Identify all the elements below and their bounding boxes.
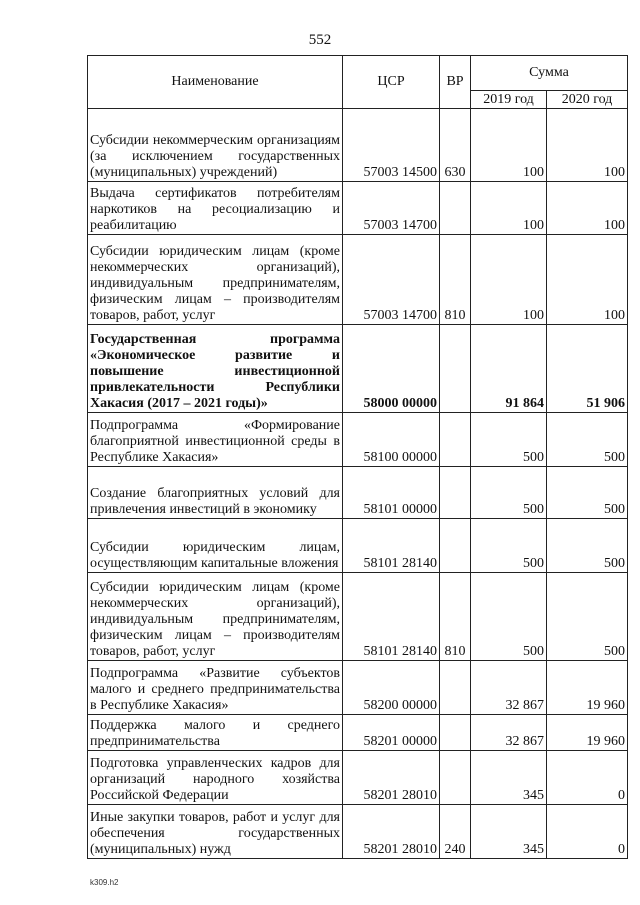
row-2020: 100 — [547, 235, 628, 325]
row-vr: 810 — [440, 235, 471, 325]
table-row — [88, 182, 628, 235]
page-number: 552 — [308, 32, 332, 48]
row-name: Субсидии юридическим лицам (кроме некоммерческих организаций), индивидуальным предпринимателям, физическим лицам – производителям товаров, работ, услуг — [88, 235, 343, 325]
row-2019: 500 — [471, 573, 547, 661]
row-2020: 500 — [547, 519, 628, 573]
header-csr: ЦСР — [343, 56, 440, 109]
row-csr: 58101 28140 — [343, 519, 440, 573]
table-row — [88, 751, 628, 805]
row-vr — [440, 715, 471, 751]
row-name: Подпрограмма «Формирование благоприятной инвестиционной среды в Республике Хакасия» — [88, 413, 343, 467]
row-csr: 57003 14500 — [343, 109, 440, 182]
row-2020: 19 960 — [547, 661, 628, 715]
row-name: Поддержка малого и среднего предпринимательства — [88, 715, 343, 751]
row-vr — [440, 751, 471, 805]
row-2019: 345 — [471, 805, 547, 859]
row-name: Иные закупки товаров, работ и услуг для обеспечения государственных (муниципальных) нужд — [88, 805, 343, 859]
row-2019: 32 867 — [471, 715, 547, 751]
row-vr: 810 — [440, 573, 471, 661]
row-2019: 32 867 — [471, 661, 547, 715]
row-vr — [440, 413, 471, 467]
row-vr — [440, 182, 471, 235]
row-csr: 58201 28010 — [343, 751, 440, 805]
budget-table — [87, 55, 628, 859]
row-name: Субсидии некоммерческим организациям (за исключением государственных (муниципальных) учреждений) — [88, 109, 343, 182]
table-row — [88, 467, 628, 519]
table-row — [88, 325, 628, 413]
row-csr: 58101 28140 — [343, 573, 440, 661]
row-csr: 57003 14700 — [343, 182, 440, 235]
row-2019: 100 — [471, 182, 547, 235]
row-csr: 57003 14700 — [343, 235, 440, 325]
row-vr — [440, 661, 471, 715]
row-2020: 500 — [547, 573, 628, 661]
row-vr — [440, 519, 471, 573]
row-vr: 630 — [440, 109, 471, 182]
row-csr: 58100 00000 — [343, 413, 440, 467]
row-2020: 500 — [547, 413, 628, 467]
table-row — [88, 235, 628, 325]
row-vr — [440, 325, 471, 413]
footer-code: k309.h2 — [90, 878, 119, 887]
table-row — [88, 661, 628, 715]
row-2019: 100 — [471, 235, 547, 325]
table-row — [88, 109, 628, 182]
table-row — [88, 413, 628, 467]
row-csr: 58201 00000 — [343, 715, 440, 751]
row-csr: 58101 00000 — [343, 467, 440, 519]
row-name: Подпрограмма «Развитие субъектов малого и среднего предпринимательства в Республике Хакасия» — [88, 661, 343, 715]
header-year-2019: 2019 год — [471, 91, 547, 109]
row-2020: 0 — [547, 751, 628, 805]
header-name: Наименование — [88, 56, 343, 109]
row-2019: 500 — [471, 413, 547, 467]
row-2020: 100 — [547, 182, 628, 235]
header-sum: Сумма — [471, 56, 628, 91]
row-2019: 91 864 — [471, 325, 547, 413]
row-name: Субсидии юридическим лицам (кроме некоммерческих организаций), индивидуальным предпринимателям, физическим лицам – производителям товаров, работ, услуг — [88, 573, 343, 661]
row-2019: 500 — [471, 467, 547, 519]
table-row — [88, 715, 628, 751]
row-2020: 0 — [547, 805, 628, 859]
table-row — [88, 573, 628, 661]
row-csr: 58200 00000 — [343, 661, 440, 715]
row-2019: 500 — [471, 519, 547, 573]
row-2020: 51 906 — [547, 325, 628, 413]
table-row — [88, 519, 628, 573]
row-2020: 19 960 — [547, 715, 628, 751]
row-2020: 500 — [547, 467, 628, 519]
row-name: Государственная программа «Экономическое развитие и повышение инвестиционной привлекательности Республики Хакасия (2017 – 2021 годы)» — [88, 325, 343, 413]
row-csr: 58201 28010 — [343, 805, 440, 859]
table-row — [88, 805, 628, 859]
header-vr: ВР — [440, 56, 471, 109]
row-name: Выдача сертификатов потребителям наркотиков на ресоциализацию и реабилитацию — [88, 182, 343, 235]
header-year-2020: 2020 год — [547, 91, 628, 109]
row-name: Подготовка управленческих кадров для организаций народного хозяйства Российской Федерации — [88, 751, 343, 805]
row-2019: 345 — [471, 751, 547, 805]
row-2019: 100 — [471, 109, 547, 182]
row-vr: 240 — [440, 805, 471, 859]
row-csr: 58000 00000 — [343, 325, 440, 413]
row-name: Субсидии юридическим лицам, осуществляющим капитальные вложения — [88, 519, 343, 573]
row-2020: 100 — [547, 109, 628, 182]
row-vr — [440, 467, 471, 519]
row-name: Создание благоприятных условий для привлечения инвестиций в экономику — [88, 467, 343, 519]
